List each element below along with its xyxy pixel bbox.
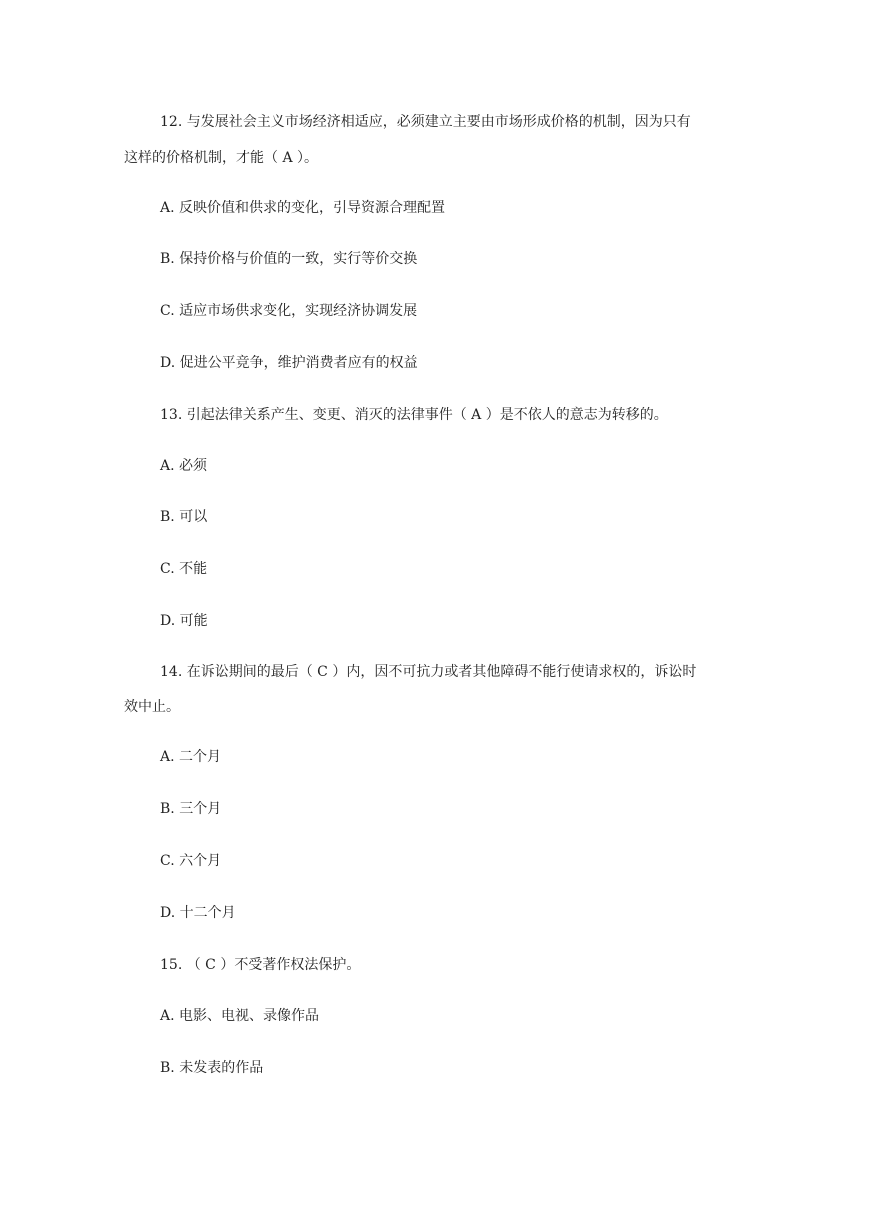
question-13-option-c: C. 不能 <box>160 561 208 577</box>
question-12-option-b: B. 保持价格与价值的一致，实行等价交换 <box>160 251 418 267</box>
question-14-text: 14. 在诉讼期间的最后（ C ）内，因不可抗力或者其他障碍不能行使请求权的，诉讼时 <box>160 664 697 680</box>
question-13-text: 13. 引起法律关系产生、变更、消灭的法律事件（ A ）是不依人的意志为转移的。 <box>160 407 668 423</box>
question-14-text-cont: 效中止。 <box>124 699 180 715</box>
question-13-option-a: A. 必须 <box>160 458 208 474</box>
question-12-text: 12. 与发展社会主义市场经济相适应，必须建立主要由市场形成价格的机制，因为只有 <box>160 114 691 130</box>
question-14-option-c: C. 六个月 <box>160 853 222 869</box>
question-15-text: 15. （ C ）不受著作权法保护。 <box>160 957 361 973</box>
question-12-option-a: A. 反映价值和供求的变化，引导资源合理配置 <box>160 200 446 216</box>
question-15-option-a: A. 电影、电视、录像作品 <box>160 1008 320 1024</box>
question-12-option-d: D. 促进公平竞争，维护消费者应有的权益 <box>160 355 418 371</box>
question-15-option-b: B. 未发表的作品 <box>160 1060 264 1076</box>
question-13-option-b: B. 可以 <box>160 509 208 525</box>
question-12-option-c: C. 适应市场供求变化，实现经济协调发展 <box>160 303 418 319</box>
question-12-text-cont: 这样的价格机制，才能（ A ）。 <box>124 150 319 166</box>
question-13-option-d: D. 可能 <box>160 613 208 629</box>
question-14-option-a: A. 二个月 <box>160 749 222 765</box>
question-14-option-d: D. 十二个月 <box>160 905 236 921</box>
question-14-option-b: B. 三个月 <box>160 801 222 817</box>
